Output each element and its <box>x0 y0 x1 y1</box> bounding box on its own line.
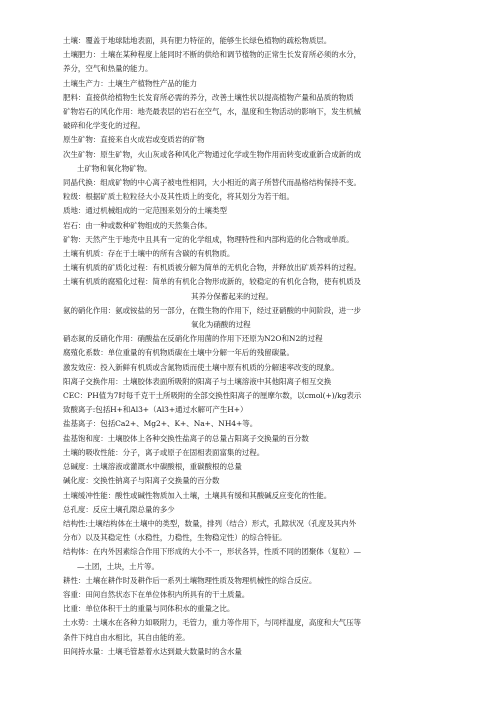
text-line: 结构体：在内外因素综合作用下形成的大小不一，形状各异，性质不同的团聚体（复粒）— <box>63 547 361 557</box>
text-line: 总孔度：反应土壤孔隙总量的多少 <box>63 504 175 514</box>
text-line: 次生矿物：原生矿物，火山灰或各种风化产物通过化学或生物作用而转变或重新合成新的成 <box>63 149 361 159</box>
text-line: 盐基离子：包括Ca2+、Mg2+、K+、Na+、NH4+等。 <box>63 419 258 429</box>
text-line: 土水势：土壤水在各种力如吸附力，毛管力，重力等作用下，与同样温度，高度和大气压等 <box>63 618 361 628</box>
text-line: 氨的硝化作用：氨或铵盐的另一部分，在微生物的作用下，经过亚硝酸的中间阶段，进一步 <box>63 305 361 315</box>
text-line: 土壤肥力：土壤在某种程度上能同时不断的供给和调节植物的正常生长发育所必须的水分， <box>63 50 361 60</box>
text-line: 比重：单位体积干土的重量与同体积水的重量之比。 <box>63 604 235 614</box>
text-line: 原生矿物：直接来自火成岩或变质岩的矿物 <box>63 135 205 145</box>
text-line: 田间持水量：土壤毛管悬着水达到最大数量时的含水量 <box>63 646 242 656</box>
text-line: 硝态氮的反硝化作用：硝酸盐在反硝化作用菌的作用下还原为N2O和N2的过程 <box>63 334 323 344</box>
text-line: 其养分保蓄起来的过程。 <box>191 291 273 301</box>
text-line: 分布）以及其稳定性（水稳性，力稳性，生物稳定性）的综合特征。 <box>63 533 287 543</box>
text-line: CEC：PH值为7时每千克干土所吸附的全部交换性阳离子的厘摩尔数，以cmol(+)/kg表示 <box>63 391 362 401</box>
text-line: 容重：田间自然状态下在单位体积内所具有的干土质量。 <box>63 589 250 599</box>
text-line: 耕性：土壤在耕作时及耕作后一系列土壤物理性质及物理机械性的综合反应。 <box>63 575 317 585</box>
text-line: 同晶代换：组成矿物的中心离子被电性相同，大小相近的离子所替代而晶格结构保持不变。 <box>63 178 361 188</box>
text-line: 肥料：直接供给植物生长发育所必需的养分，改善土壤性状以提高植物产量和品质的物质 <box>63 92 354 102</box>
text-line: 阳离子交换作用：土壤胶体表面所吸附的阳离子与土壤溶液中其他阳离子相互交换 <box>63 376 332 386</box>
text-line: 质地：通过机械组成的一定范围来划分的土壤类型 <box>63 206 227 216</box>
text-line: 土壤：覆盖于地球陆地表面，具有肥力特征的，能够生长绿色植物的疏松物质层。 <box>63 36 332 45</box>
text-line: 盐基饱和度：土壤胶体上各种交换性盐离子的总量占阳离子交换量的百分数 <box>63 433 309 443</box>
text-line: 矿物岩石的风化作用：地壳最表层的岩石在空气，水，温度和生物活动的影响下，发生机械 <box>63 107 361 117</box>
text-line: 土壤有机质：存在于土壤中的所有含碳的有机物质。 <box>63 249 235 259</box>
text-line: 致酸离子:包括H+和Al3+（Al3+通过水解可产生H+） <box>63 405 248 415</box>
text-line: 条件下纯自由水相比，其自由能的差。 <box>63 632 190 642</box>
text-line: 氧化为硝酸的过程 <box>191 320 251 330</box>
text-line: 粒级：根据矿质土粒粒径大小及其性质上的变化，将其划分为若干组。 <box>63 192 294 202</box>
text-line: 养分，空气和热量的能力。 <box>63 64 153 74</box>
text-line: 岩石：由一种或数种矿物组成的天然集合体。 <box>63 220 212 230</box>
text-line: 结构性:土壤结构体在土壤中的类型，数量，排列（结合）形式，孔隙状况（孔度及其内外 <box>63 518 357 528</box>
text-line: 破碎和化学变化的过程。 <box>63 121 145 131</box>
text-line: 碱化度：交换性钠离子与阳离子交换量的百分数 <box>63 476 220 486</box>
text-line: —土团，土块，土片等。 <box>77 561 159 571</box>
text-line: 土壤缓冲性能：酸性或碱性物质加入土壤，土壤具有缓和其酸碱反应变化的性能。 <box>63 490 332 500</box>
text-line: 腐殖化系数：单位重量的有机物质碳在土壤中分解一年后的残留碳量。 <box>63 348 294 358</box>
text-line: 土壤有机质的腐殖化过程：简单的有机化合物形成新的，较稳定的有机化合物，使有机质及 <box>63 277 361 287</box>
text-line: 土壤的吸收性能：分子，离子或原子在固相表面富集的过程。 <box>63 447 265 457</box>
text-line: 矿物：天然产生于地壳中且具有一定的化学组成，物理特性和内部构造的化合物或单质。 <box>63 234 354 244</box>
text-line: 土矿物和氧化物矿物。 <box>77 163 152 173</box>
definitions-text <box>63 34 437 659</box>
text-line: 激发效应：投入新鲜有机质或含氮物质而使土壤中原有机质的分解速率改变的现象。 <box>63 362 339 372</box>
text-line: 土壤生产力：土壤生产植物性产品的能力 <box>63 78 198 88</box>
text-line: 土壤有机质的矿质化过程：有机质被分解为简单的无机化合物，并释放出矿质养料的过程。 <box>63 263 361 273</box>
text-line: 总碱度：土壤溶液或灌溉水中碳酸根，重碳酸根的总量 <box>63 462 242 472</box>
